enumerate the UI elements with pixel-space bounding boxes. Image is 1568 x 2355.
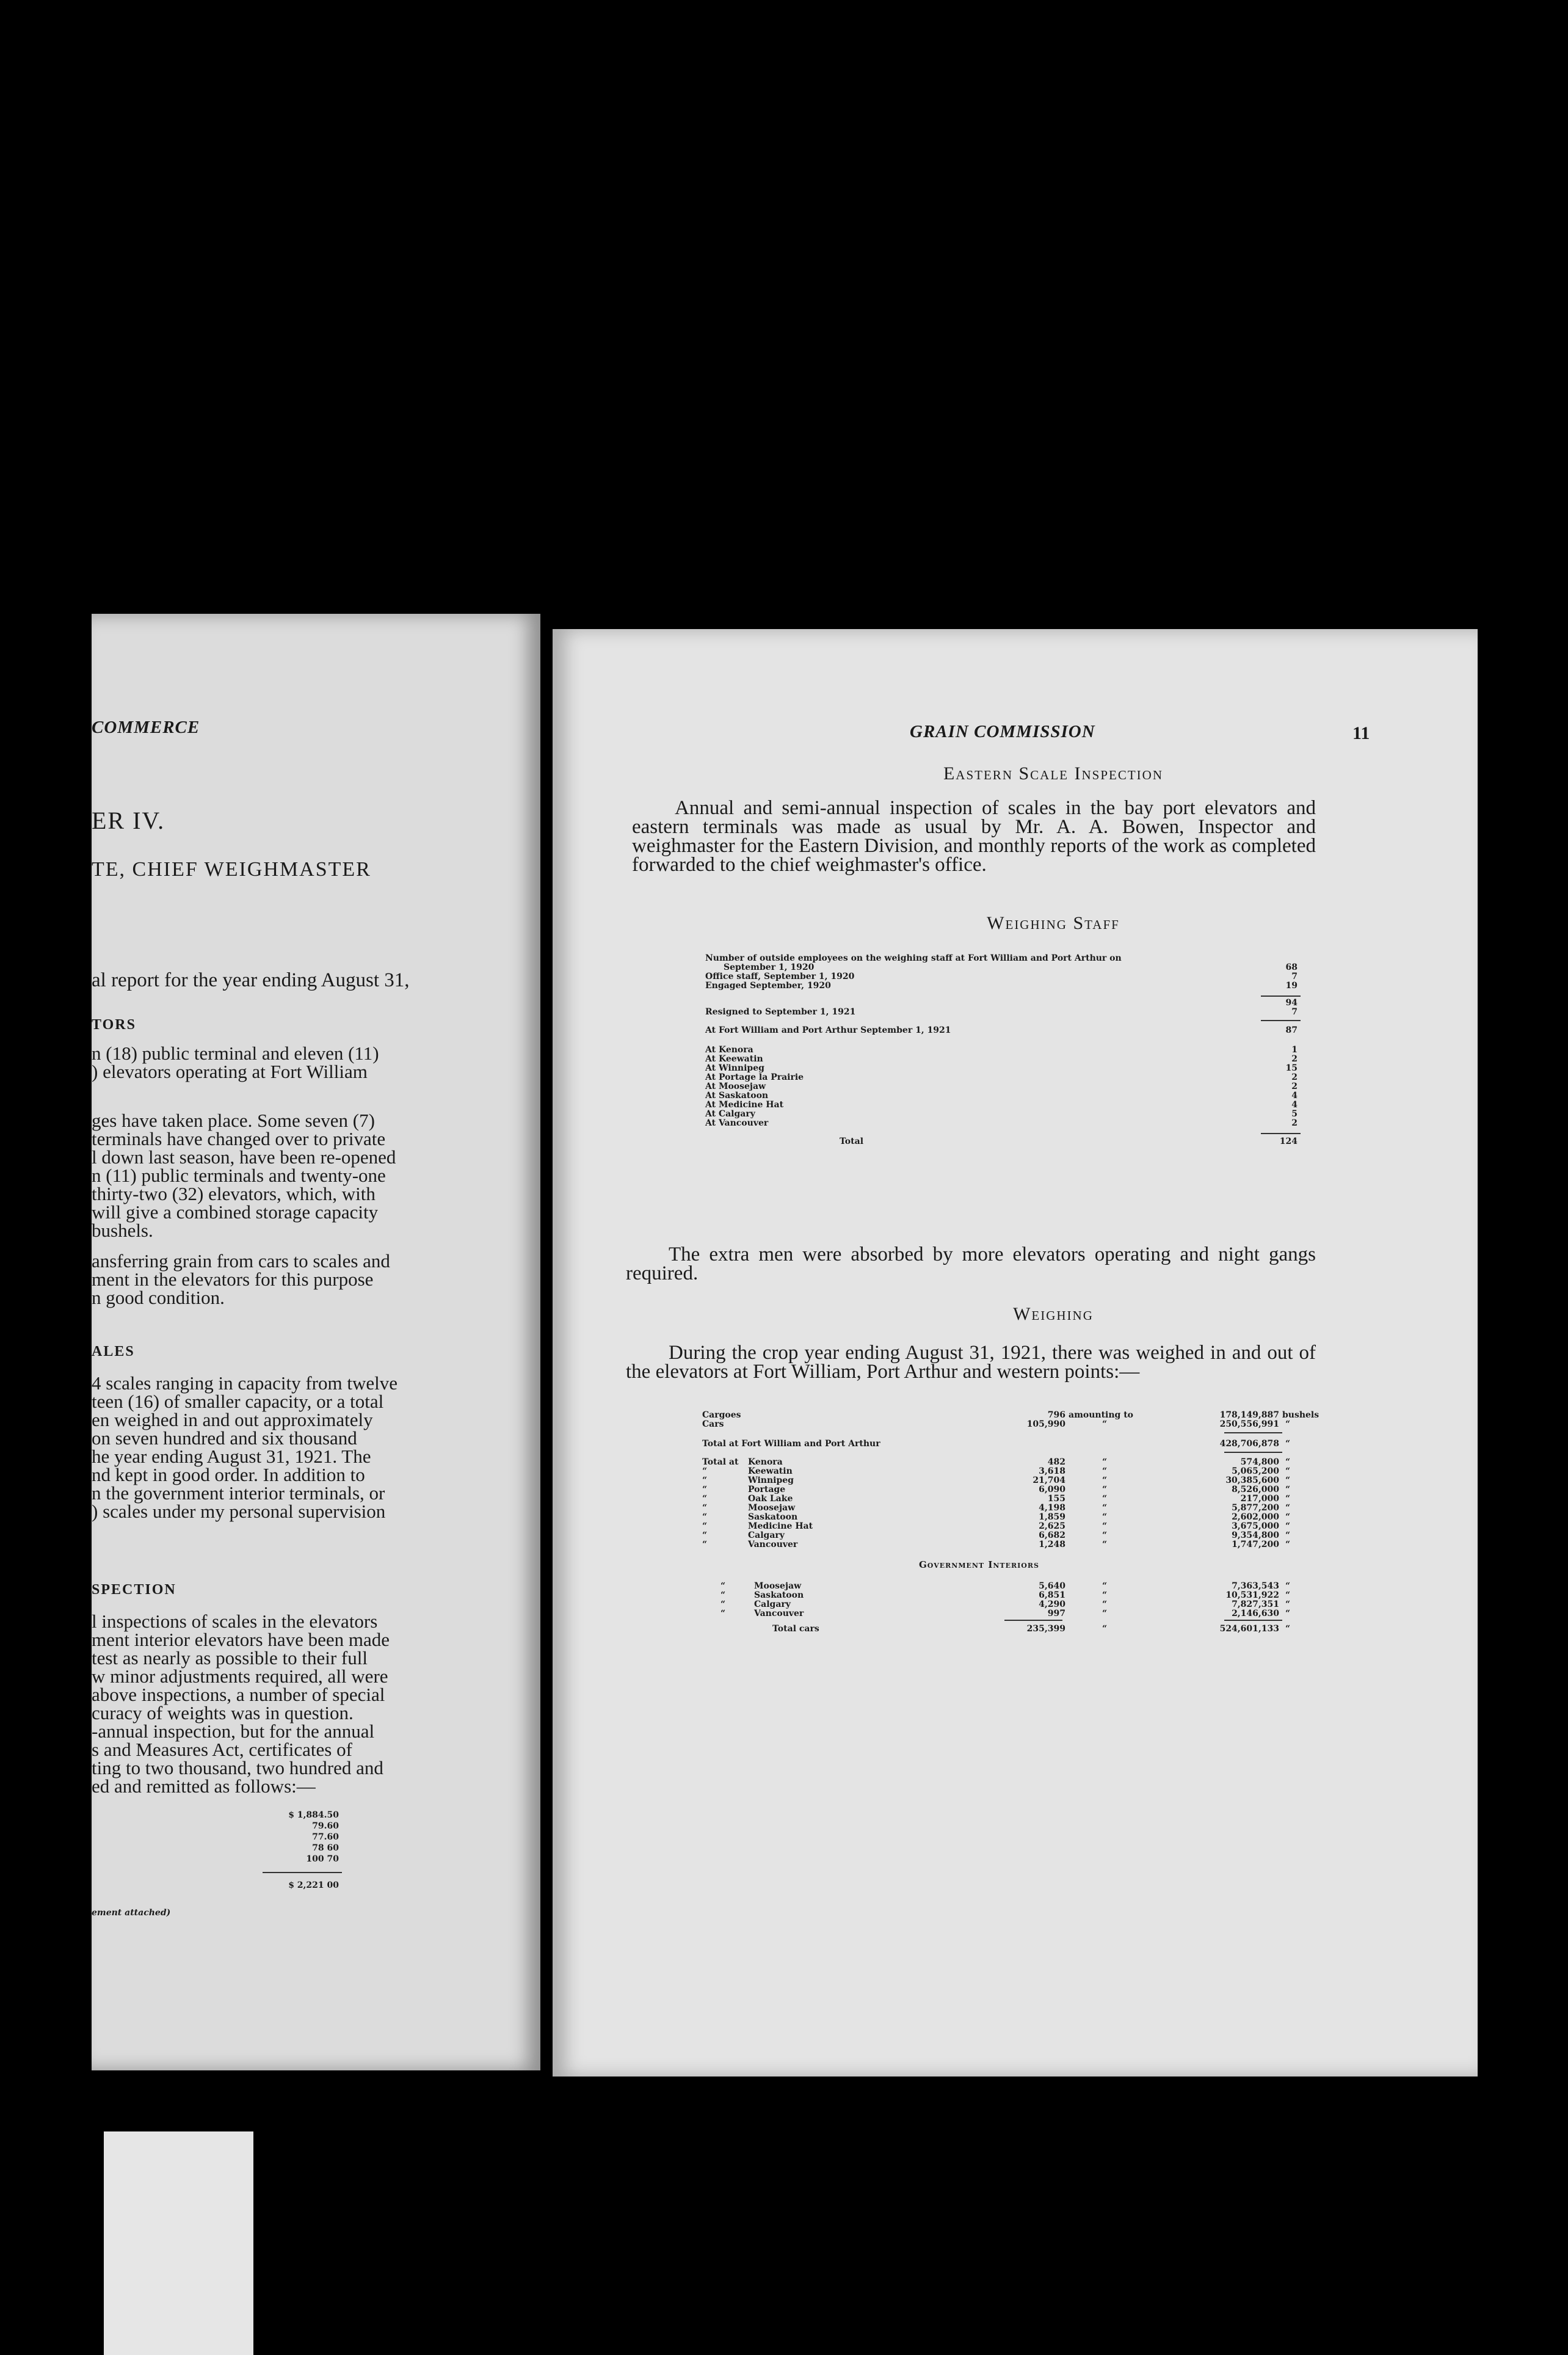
gov-point-cars: 997 <box>1047 1609 1065 1618</box>
point-bushels: 2,602,000 <box>1232 1512 1279 1522</box>
ditto-mark: “ <box>1102 1521 1108 1531</box>
total-cars: 235,399 <box>1026 1624 1065 1634</box>
section-a-para-line: thirty-two (32) elevators, which, with <box>92 1183 376 1204</box>
gov-point-bushels: 7,363,543 <box>1232 1581 1279 1591</box>
point-prefix: Total at <box>702 1457 739 1467</box>
gov-point-name: Saskatoon <box>754 1590 804 1600</box>
point-bushels: 3,675,000 <box>1232 1521 1279 1531</box>
gov-point-bushels: 7,827,351 <box>1232 1600 1279 1609</box>
ditto-mark: “ <box>1102 1512 1108 1522</box>
staff-point-name: At Portage la Prairie <box>705 1072 804 1082</box>
bushels-word: bushels <box>1282 1410 1319 1420</box>
right-page <box>553 629 1478 2077</box>
fee-value: 100 70 <box>306 1854 339 1864</box>
cars-bushels: 250,556,991 <box>1219 1419 1279 1429</box>
fee-value: $ 1,884.50 <box>288 1810 339 1820</box>
fee-value: 78 60 <box>312 1843 339 1853</box>
point-cars: 6,682 <box>1039 1531 1065 1540</box>
ditto-mark: “ <box>1102 1540 1108 1549</box>
ditto-mark: “ <box>1285 1590 1291 1600</box>
section-b-line: n the government interior terminals, or <box>92 1482 385 1504</box>
staff-value: 19 <box>1285 981 1298 991</box>
point-name: Keewatin <box>748 1466 793 1476</box>
section-a-para-line: ment in the elevators for this purpose <box>92 1268 374 1290</box>
ditto-mark: “ <box>1102 1531 1108 1540</box>
point-prefix: “ <box>702 1512 708 1522</box>
extra-men-paragraph: The extra men were absorbed by more elevators operating and night gangs required. <box>626 1243 1316 1284</box>
staff-point-name: At Winnipeg <box>705 1063 764 1073</box>
amounting-to: amounting to <box>1069 1410 1134 1420</box>
section-b-heading: ALES <box>92 1344 135 1359</box>
staff-point-name: At Calgary <box>705 1109 755 1119</box>
ditto-mark: “ <box>1285 1503 1291 1513</box>
section-b-line: ) scales under my personal supervision <box>92 1501 386 1522</box>
ditto-mark: “ <box>1102 1609 1108 1618</box>
paper-stub <box>104 2131 253 2355</box>
point-prefix: “ <box>702 1503 708 1513</box>
staff-point-name: At Vancouver <box>705 1118 769 1128</box>
point-bushels: 8,526,000 <box>1232 1485 1279 1494</box>
ditto-mark: “ <box>1285 1600 1291 1609</box>
intro-line: al report for the year ending August 31, <box>92 969 410 991</box>
ditto-mark: “ <box>1102 1600 1108 1609</box>
staff-rule <box>1261 1133 1301 1134</box>
point-name: Portage <box>748 1485 786 1494</box>
ditto-mark: “ <box>1285 1581 1291 1591</box>
section-c-line: s and Measures Act, certificates of <box>92 1739 352 1760</box>
ditto-mark: “ <box>1102 1581 1108 1591</box>
ditto-mark: “ <box>1102 1503 1108 1513</box>
ditto-mark: “ <box>1285 1494 1291 1504</box>
staff-line: September 1, 1920 <box>724 963 815 972</box>
point-cars: 6,090 <box>1039 1485 1065 1494</box>
fw-total-bushels: 428,706,878 <box>1219 1439 1279 1449</box>
staff-point-value: 2 <box>1291 1072 1298 1082</box>
staff-point-value: 15 <box>1285 1063 1298 1073</box>
page-number: 11 <box>1352 723 1370 743</box>
point-prefix: “ <box>702 1531 708 1540</box>
fw-total-label: Total at Fort William and Port Arthur <box>702 1439 880 1449</box>
point-cars: 2,625 <box>1039 1521 1065 1531</box>
left-page <box>92 614 540 2070</box>
ditto-mark: “ <box>1102 1494 1108 1504</box>
ditto-mark: “ <box>1285 1531 1291 1540</box>
ditto-mark: “ <box>1285 1476 1291 1485</box>
point-cars: 1,859 <box>1039 1512 1065 1522</box>
section-b-line: he year ending August 31, 1921. The <box>92 1446 371 1467</box>
section-a-para-line: will give a combined storage capacity <box>92 1201 379 1223</box>
government-interiors-heading: Government Interiors <box>919 1559 1039 1570</box>
total-cars-rule <box>1004 1620 1062 1621</box>
ditto-mark: “ <box>1285 1521 1291 1531</box>
ditto-mark: “ <box>1102 1476 1108 1485</box>
fees-footnote: ement attached) <box>92 1908 171 1918</box>
section-c-line: ed and remitted as follows:— <box>92 1775 316 1797</box>
section-c-heading: SPECTION <box>92 1582 176 1598</box>
staff-point-value: 4 <box>1291 1091 1298 1101</box>
section-c-line: -annual inspection, but for the annual <box>92 1720 375 1742</box>
point-name: Saskatoon <box>748 1512 798 1522</box>
gov-point-name: Calgary <box>754 1600 791 1609</box>
section-b-line: 4 scales ranging in capacity from twelve <box>92 1372 397 1394</box>
fee-value: 79.60 <box>312 1821 339 1831</box>
point-bushels: 574,800 <box>1240 1457 1279 1467</box>
staff-value: 7 <box>1291 972 1298 981</box>
point-bushels: 5,065,200 <box>1232 1466 1279 1476</box>
right-running-head: GRAIN COMMISSION <box>910 722 1095 741</box>
staff-point-value: 5 <box>1291 1109 1298 1119</box>
point-name: Kenora <box>748 1457 783 1467</box>
total-bushels: 524,601,133 <box>1219 1624 1279 1634</box>
section-a-para-line: ansferring grain from cars to scales and <box>92 1250 390 1272</box>
section-c-line: w minor adjustments required, all were <box>92 1665 388 1687</box>
ditto-mark: “ <box>1285 1512 1291 1522</box>
section-a-para-line: bushels. <box>92 1220 153 1241</box>
fee-value: 77.60 <box>312 1832 339 1842</box>
staff-point-name: At Medicine Hat <box>705 1100 784 1110</box>
cars-count: 105,990 <box>1026 1419 1065 1429</box>
staff-point-value: 2 <box>1291 1118 1298 1128</box>
point-prefix: “ <box>702 1540 708 1549</box>
fees-rule <box>263 1872 342 1873</box>
section-c-line: l inspections of scales in the elevators <box>92 1611 378 1632</box>
ditto-mark: “ <box>1285 1439 1291 1449</box>
ditto-mark: “ <box>720 1609 726 1618</box>
point-cars: 21,704 <box>1033 1476 1065 1485</box>
staff-line: Engaged September, 1920 <box>705 981 831 991</box>
point-cars: 482 <box>1047 1457 1065 1467</box>
point-cars: 155 <box>1047 1494 1065 1504</box>
ditto-mark: “ <box>1285 1624 1291 1634</box>
gov-point-name: Vancouver <box>754 1609 804 1618</box>
eastern-heading: Eastern Scale Inspection <box>943 763 1163 784</box>
ditto-mark: “ <box>1285 1419 1291 1429</box>
staff-line: Office staff, September 1, 1920 <box>705 972 855 981</box>
staff-value: 68 <box>1285 963 1298 972</box>
ditto-mark: “ <box>720 1600 726 1609</box>
gov-point-cars: 4,290 <box>1039 1600 1065 1609</box>
staff-value: 87 <box>1285 1025 1298 1035</box>
point-name: Calgary <box>748 1531 785 1540</box>
point-prefix: “ <box>702 1466 708 1476</box>
point-name: Medicine Hat <box>748 1521 813 1531</box>
staff-point-name: At Moosejaw <box>705 1082 766 1091</box>
ditto-mark: “ <box>1285 1466 1291 1476</box>
gov-point-name: Moosejaw <box>754 1581 802 1591</box>
point-cars: 1,248 <box>1039 1540 1065 1549</box>
left-running-head: COMMERCE <box>92 718 200 737</box>
point-bushels: 5,877,200 <box>1232 1503 1279 1513</box>
total-cars-label: Total cars <box>772 1624 819 1634</box>
weighing-rule <box>1224 1452 1282 1453</box>
staff-point-name: At Keewatin <box>705 1054 763 1064</box>
weighing-heading: Weighing <box>1013 1304 1094 1324</box>
ditto-mark: “ <box>1285 1457 1291 1467</box>
cargoes-label: Cargoes <box>702 1410 741 1420</box>
point-name: Moosejaw <box>748 1503 796 1513</box>
point-prefix: “ <box>702 1521 708 1531</box>
staff-line: Resigned to September 1, 1921 <box>705 1007 856 1017</box>
weighing-rule <box>1224 1432 1282 1433</box>
section-b-line: nd kept in good order. In addition to <box>92 1464 365 1485</box>
staff-point-value: 2 <box>1291 1082 1298 1091</box>
gov-point-bushels: 2,146,630 <box>1232 1609 1279 1618</box>
weighing-staff-heading: Weighing Staff <box>987 913 1120 933</box>
section-a-line: ) elevators operating at Fort William <box>92 1061 368 1082</box>
staff-line: Number of outside employees on the weighing staff at Fort William and Port Arthur on <box>705 953 1122 963</box>
ditto-mark: “ <box>1102 1419 1108 1429</box>
chapter-title: ER IV. <box>92 807 165 834</box>
ditto-mark: “ <box>1285 1540 1291 1549</box>
staff-total-value: 124 <box>1279 1137 1298 1146</box>
section-b-line: en weighed in and out approximately <box>92 1409 373 1430</box>
cars-label: Cars <box>702 1419 724 1429</box>
section-a-para-line: terminals have changed over to private <box>92 1128 386 1149</box>
eastern-paragraph: Annual and semi-annual inspection of scales in the bay port elevators and eastern terminals was made as usual by Mr. A. A. Bowen, Inspector and weighmaster for the Eastern Division, and monthly reports of the work as completed forwarded to the chief weighmaster's office. <box>632 797 1316 876</box>
staff-total-label: Total <box>840 1137 864 1146</box>
section-a-para-line: l down last season, have been re-opened <box>92 1146 396 1168</box>
point-cars: 4,198 <box>1039 1503 1065 1513</box>
ditto-mark: “ <box>720 1590 726 1600</box>
ditto-mark: “ <box>1102 1624 1108 1634</box>
ditto-mark: “ <box>720 1581 726 1591</box>
cargoes-bushels: 178,149,887 <box>1219 1410 1279 1420</box>
section-a-para-line: n good condition. <box>92 1287 225 1308</box>
staff-rule <box>1261 1020 1301 1021</box>
point-name: Winnipeg <box>748 1476 794 1485</box>
ditto-mark: “ <box>1285 1485 1291 1494</box>
total-bushels-rule <box>1224 1620 1282 1621</box>
ditto-mark: “ <box>1102 1457 1108 1467</box>
chapter-subtitle: TE, CHIEF WEIGHMASTER <box>92 858 371 881</box>
section-c-line: above inspections, a number of special <box>92 1684 385 1705</box>
point-cars: 3,618 <box>1039 1466 1065 1476</box>
staff-point-value: 4 <box>1291 1100 1298 1110</box>
gov-point-bushels: 10,531,922 <box>1225 1590 1279 1600</box>
point-bushels: 1,747,200 <box>1232 1540 1279 1549</box>
cargoes-count: 796 <box>1047 1410 1065 1420</box>
staff-point-name: At Saskatoon <box>705 1091 769 1101</box>
section-c-line: test as nearly as possible to their full <box>92 1647 368 1669</box>
section-a-para-line: ges have taken place. Some seven (7) <box>92 1110 375 1131</box>
section-c-line: curacy of weights was in question. <box>92 1702 354 1723</box>
section-c-line: ment interior elevators have been made <box>92 1629 390 1650</box>
ditto-mark: “ <box>1102 1466 1108 1476</box>
point-prefix: “ <box>702 1476 708 1485</box>
gov-point-cars: 6,851 <box>1039 1590 1065 1600</box>
section-a-line: n (18) public terminal and eleven (11) <box>92 1043 379 1064</box>
fees-total: $ 2,221 00 <box>288 1880 339 1890</box>
section-a-para-line: n (11) public terminals and twenty-one <box>92 1165 386 1186</box>
ditto-mark: “ <box>1285 1609 1291 1618</box>
section-c-line: ting to two thousand, two hundred and <box>92 1757 383 1778</box>
section-a-heading: TORS <box>92 1017 136 1033</box>
point-prefix: “ <box>702 1485 708 1494</box>
ditto-mark: “ <box>1102 1485 1108 1494</box>
staff-subtotal: 94 <box>1285 998 1298 1008</box>
staff-point-name: At Kenora <box>705 1045 753 1055</box>
staff-value: 7 <box>1291 1007 1298 1017</box>
section-b-line: teen (16) of smaller capacity, or a total <box>92 1391 384 1412</box>
staff-point-value: 1 <box>1291 1045 1298 1055</box>
section-b-line: on seven hundred and six thousand <box>92 1427 357 1449</box>
staff-line: At Fort William and Port Arthur September 1, 1921 <box>705 1025 951 1035</box>
gov-point-cars: 5,640 <box>1039 1581 1065 1591</box>
point-name: Vancouver <box>748 1540 798 1549</box>
point-bushels: 217,000 <box>1240 1494 1279 1504</box>
point-name: Oak Lake <box>748 1494 793 1504</box>
staff-rule <box>1261 996 1301 997</box>
point-bushels: 9,354,800 <box>1232 1531 1279 1540</box>
weighing-paragraph: During the crop year ending August 31, 1921, there was weighed in and out of the elevators at Fort William, Port Arthur and western points:— <box>626 1342 1316 1383</box>
ditto-mark: “ <box>1102 1590 1108 1600</box>
point-bushels: 30,385,600 <box>1225 1476 1279 1485</box>
point-prefix: “ <box>702 1494 708 1504</box>
staff-point-value: 2 <box>1291 1054 1298 1064</box>
